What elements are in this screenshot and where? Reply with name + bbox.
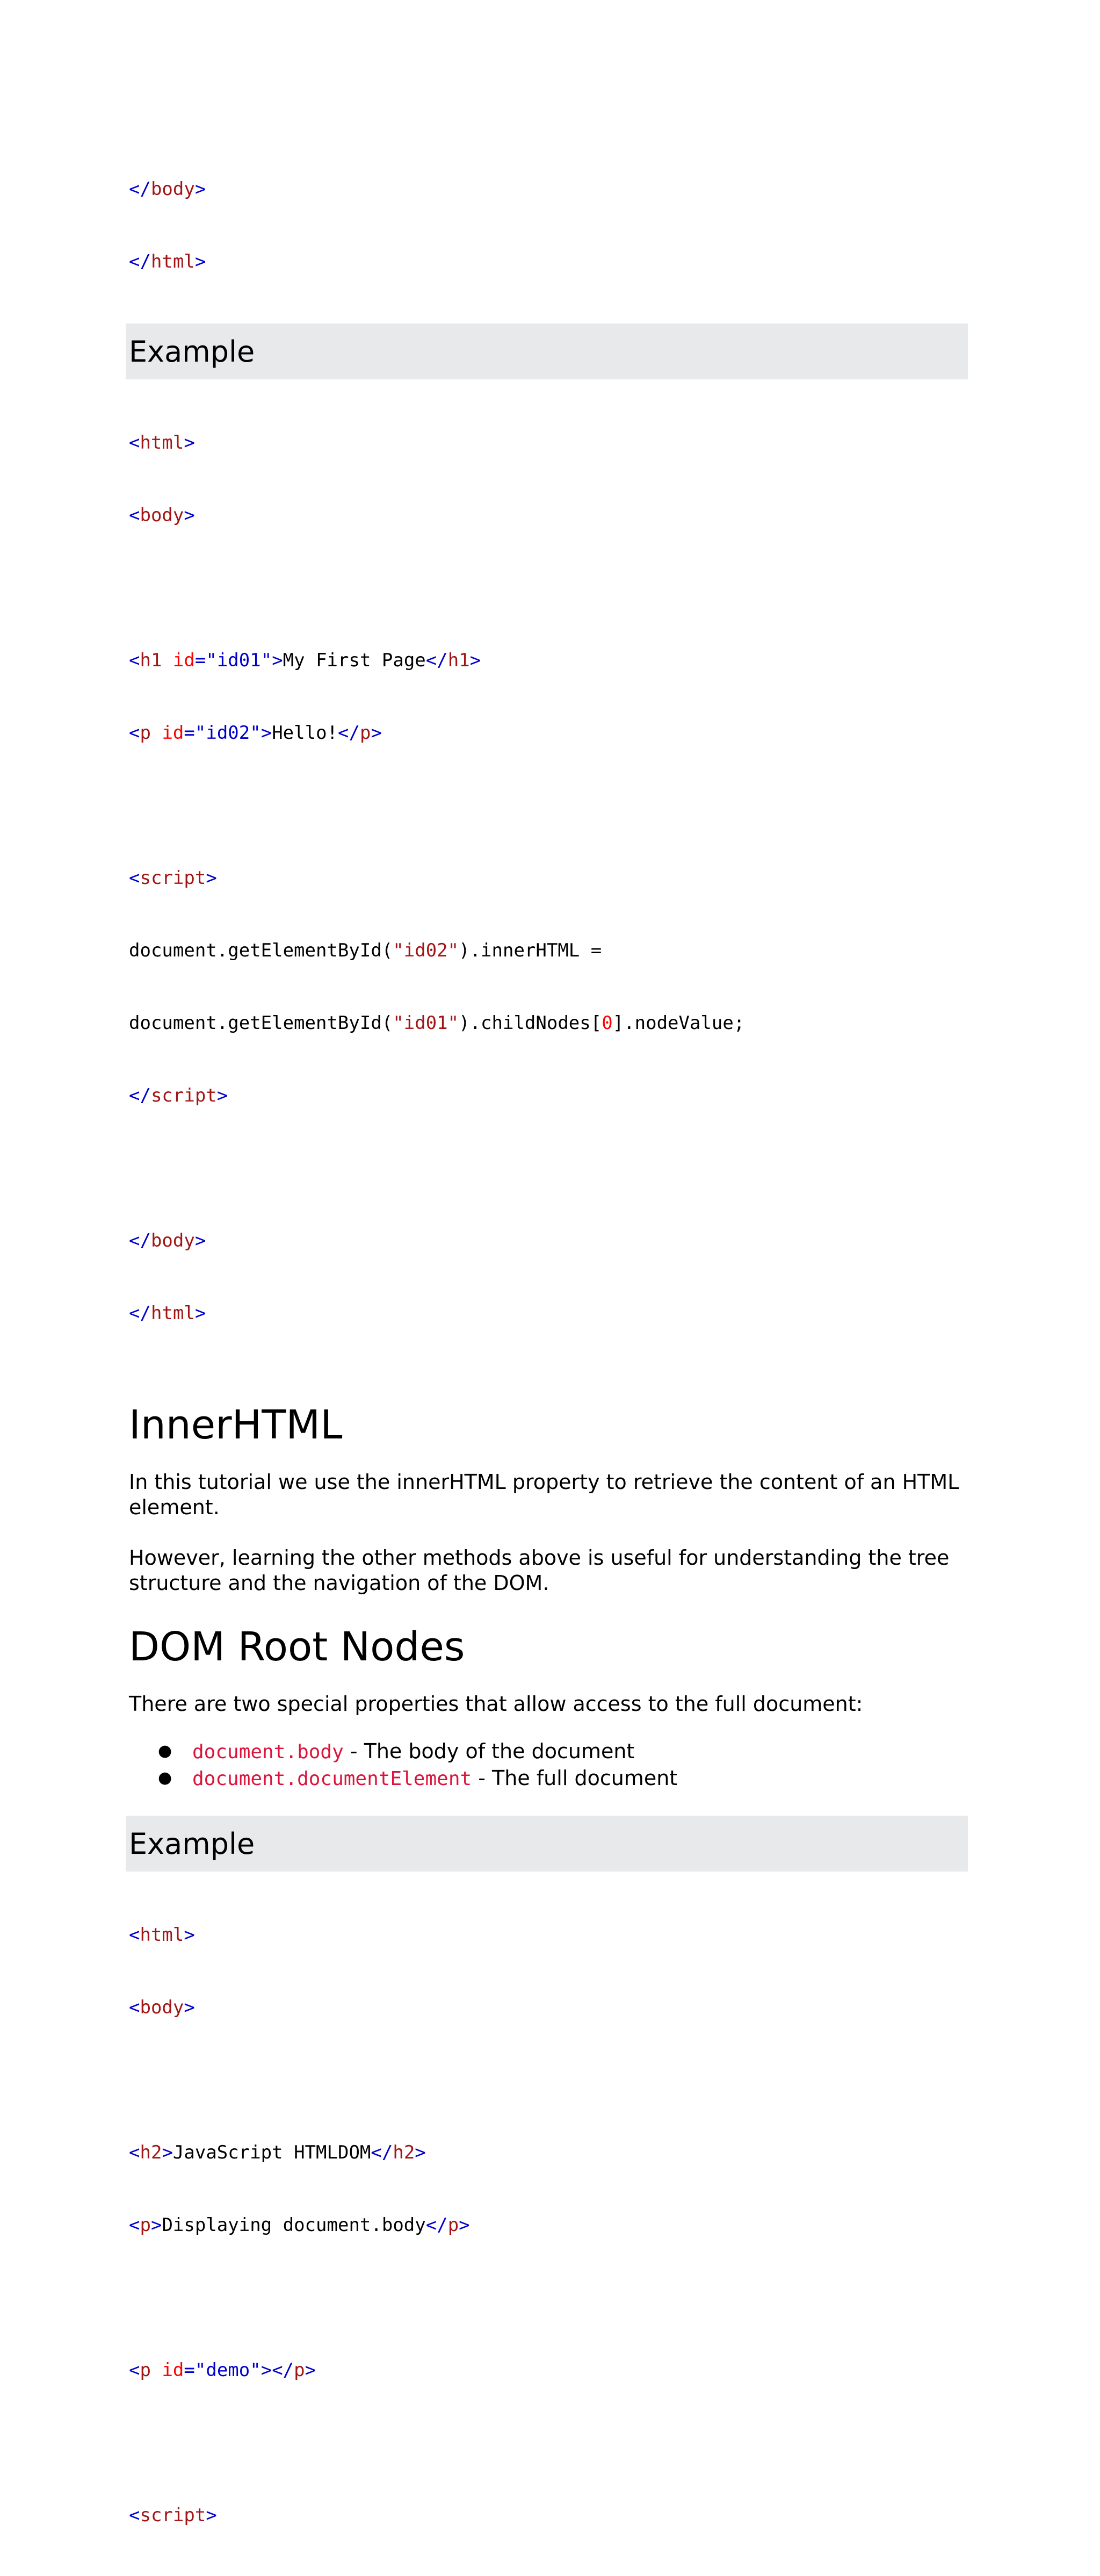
- code-block-top: [129, 129, 968, 322]
- code-line: document.getElementById("id02").innerHTML =: [129, 940, 602, 961]
- property-list: [129, 1738, 968, 1792]
- code-line: <html>: [129, 1924, 195, 1946]
- paragraph: In this tutorial we use the innerHTML property to retrieve the content of an HTML element.: [129, 1470, 959, 1519]
- code-line: <h2>JavaScript HTMLDOM</h2>: [129, 2142, 426, 2163]
- code-line: </script>: [129, 1085, 228, 1106]
- example-heading: Example: [129, 334, 255, 369]
- code-line: <p id="id02">Hello!</p>: [129, 722, 382, 744]
- bullet-icon: ●: [158, 1768, 172, 1787]
- example-heading: Example: [129, 1826, 255, 1861]
- code-line: </html>: [129, 251, 206, 272]
- paragraph: There are two special properties that allow access to the full document:: [129, 1692, 863, 1716]
- code-line: </body>: [129, 1230, 206, 1251]
- paragraph: However, learning the other methods above is useful for understanding the tree structure and the navigation of the DOM.: [129, 1546, 950, 1595]
- list-item: [129, 1738, 968, 1765]
- inline-code: document.body: [192, 1741, 344, 1763]
- code-line: document.getElementById("id01").childNodes[0].nodeValue;: [129, 1012, 745, 1034]
- code-line: <p id="demo"></p>: [129, 2359, 316, 2381]
- code-line: <html>: [129, 432, 195, 454]
- example-heading-box: [126, 1816, 968, 1872]
- code-block-example-2: [129, 1875, 968, 2576]
- section-title-dom-root-nodes: DOM Root Nodes: [129, 1624, 465, 1670]
- code-block-example-1: [129, 383, 968, 1374]
- inline-code: document.documentElement: [192, 1768, 472, 1790]
- code-line: <p>Displaying document.body</p>: [129, 2214, 470, 2236]
- code-line: <body>: [129, 1997, 195, 2018]
- page-content: [129, 129, 968, 2576]
- list-item-desc: - The full document: [472, 1766, 678, 1790]
- code-line: </body>: [129, 178, 206, 200]
- section-title-innerhtml: InnerHTML: [129, 1402, 343, 1448]
- list-item-desc: - The body of the document: [343, 1739, 635, 1763]
- list-item: [129, 1765, 968, 1792]
- code-line: </html>: [129, 1303, 206, 1324]
- code-line: <script>: [129, 867, 217, 889]
- example-heading-box: [126, 323, 968, 379]
- code-line: <body>: [129, 505, 195, 526]
- code-line: <h1 id="id01">My First Page</h1>: [129, 650, 481, 671]
- bullet-icon: ●: [158, 1742, 172, 1760]
- code-line: <script>: [129, 2505, 217, 2526]
